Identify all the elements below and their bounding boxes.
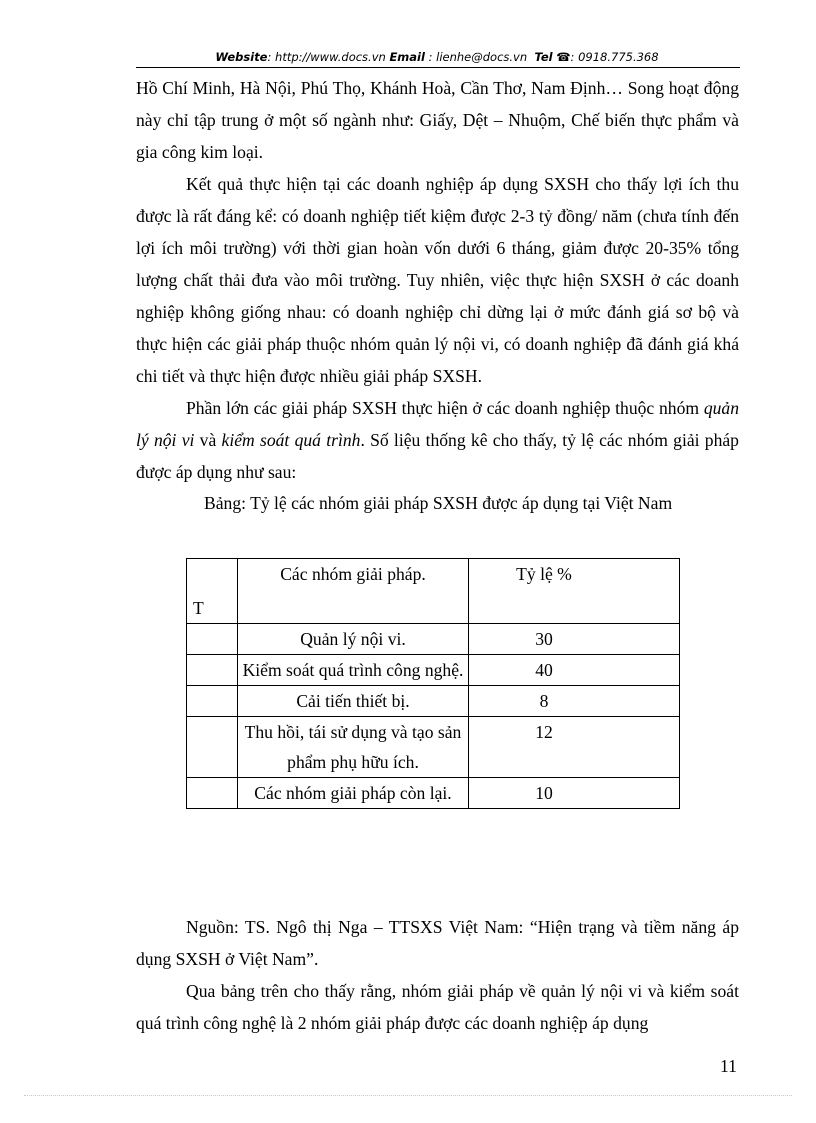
email-value: : lienhe@docs.vn [424,50,528,64]
source-section [136,911,739,1039]
main-content [136,72,739,518]
row-ratio-cell: 8 [469,686,680,717]
row-ratio-cell: 30 [469,624,680,655]
table-row [187,778,680,809]
paragraph-2: Kết quả thực hiện tại các doanh nghiệp áp dụng SXSH cho thấy lợi ích thu được là rất đáng kể: có doanh nghiệp tiết kiệm được 2-3 tỷ đồng/ năm (chưa tính đến lợi ích môi trường) với thời gian hoàn vốn dưới 6 tháng, giảm được 20-35% tổng lượng chất thải đưa vào môi trường. Tuy nhiên, việc thực hiện SXSH ở các doanh nghiệp không giống nhau: có doanh nghiệp chỉ dừng lại ở mức đánh giá sơ bộ và thực hiện các giải pháp thuộc nhóm quản lý nội vi, có doanh nghiệp đã đánh giá khá chi tiết và thực hiện được nhiều giải pháp SXSH. [136,174,739,386]
tel-label: Tel [534,50,553,64]
phone-icon: ☎ [556,50,571,64]
email-label: Email [389,50,425,64]
page-header [136,49,738,65]
row-group-cell: Cải tiến thiết bị. [238,686,469,717]
paragraph-3-text-a: Phần lớn các giải pháp SXSH thực hiện ở các doanh nghiệp thuộc nhóm [186,398,704,418]
table-row [187,624,680,655]
table-caption: Bảng: Tỷ lệ các nhóm giải pháp SXSH được áp dụng tại Việt Nam [204,493,673,513]
row-ratio-cell: 40 [469,655,680,686]
source-note: Nguồn: TS. Ngô thị Nga – TTSXS Việt Nam: “Hiện trạng và tiềm năng áp dụng SXSH ở Việt Nam”. [136,917,739,969]
tel-value: : 0918.775.368 [570,50,659,64]
paragraph-3-italic-1: quản lý nội vi [136,398,739,450]
footer-divider [24,1095,792,1096]
paragraph-3 [136,392,739,488]
website-label: Website [215,50,268,64]
row-group-cell: Thu hồi, tái sử dụng và tạo sản phẩm phụ hữu ích. [238,717,469,778]
paragraph-3-italic-2: kiểm soát quá trình [221,430,361,450]
row-group-cell: Các nhóm giải pháp còn lại. [238,778,469,809]
paragraph-5: Qua bảng trên cho thấy rằng, nhóm giải pháp về quản lý nội vi và kiểm soát quá trình công nghệ là 2 nhóm giải pháp được các doanh nghiệp áp dụng [136,981,739,1033]
paragraph-1: Hồ Chí Minh, Hà Nội, Phú Thọ, Khánh Hoà, Cần Thơ, Nam Định… Song hoạt động này chỉ tập trung ở một số ngành như: Giấy, Dệt – Nhuộm, Chế biến thực phẩm và gia công kim loại. [136,78,739,162]
row-index-cell [187,686,238,717]
header-cell-group: Các nhóm giải pháp. [238,559,469,624]
header-divider [136,67,740,68]
paragraph-3-text-c: . Số liệu thống kê cho thấy, tỷ lệ các nhóm giải pháp được áp dụng như sau: [136,430,739,482]
row-index-cell [187,717,238,778]
row-index-cell [187,778,238,809]
row-ratio-cell: 10 [469,778,680,809]
solutions-table [186,558,680,809]
table-row [187,686,680,717]
paragraph-3-text-b: và [194,430,222,450]
header-cell-index: T [187,559,238,624]
row-index-cell [187,624,238,655]
website-value: : http://www.docs.vn [267,50,386,64]
row-group-cell: Quản lý nội vi. [238,624,469,655]
table-row [187,717,680,778]
row-group-cell: Kiểm soát quá trình công nghệ. [238,655,469,686]
row-ratio-cell: 12 [469,717,680,778]
table-row [187,655,680,686]
table-header-row [187,559,680,624]
page-number: 11 [720,1056,737,1076]
row-index-cell [187,655,238,686]
header-cell-ratio: Tỷ lệ % [469,559,680,624]
